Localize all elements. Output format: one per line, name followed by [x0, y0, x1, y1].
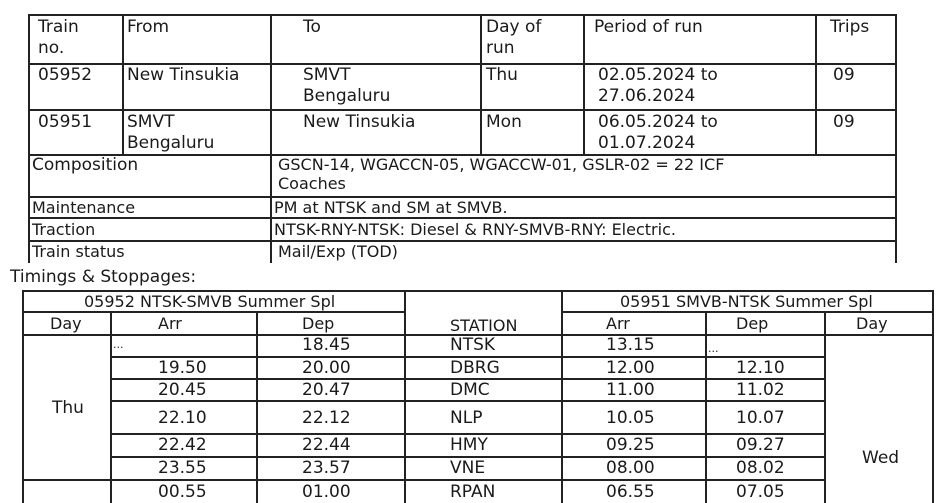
timing-row-station: NTSK — [450, 335, 496, 355]
train-status-label: Train status — [32, 242, 125, 261]
timing-row-left-arr: 22.10 — [158, 408, 207, 428]
row1-period: 02.05.2024 to 27.06.2024 — [598, 65, 718, 106]
header-trips: Trips — [830, 17, 870, 37]
left-day-value: Thu — [52, 398, 84, 418]
col-left-dep: Dep — [302, 314, 335, 333]
col-right-dep: Dep — [736, 314, 769, 333]
row1-train-no: 05952 — [38, 65, 93, 85]
timings-heading: Timings & Stoppages: — [10, 267, 197, 287]
timing-row-right-arr: 09.25 — [606, 435, 655, 455]
timing-row-right-arr: 10.05 — [606, 408, 655, 428]
maintenance-label: Maintenance — [32, 198, 136, 217]
timing-row-station: NLP — [450, 408, 483, 428]
left-train-title: 05952 NTSK-SMVB Summer Spl — [84, 292, 336, 311]
timing-row-right-dep: ... — [708, 342, 719, 355]
timing-row-right-arr: 08.00 — [606, 458, 655, 478]
timing-row-right-dep: 07.05 — [736, 482, 785, 502]
traction-label: Traction — [32, 220, 96, 239]
row2-train-no: 05951 — [38, 112, 93, 132]
timing-row-left-dep: 23.57 — [302, 458, 351, 478]
timing-row-left-dep: 01.00 — [302, 482, 351, 502]
traction-value: NTSK-RNY-NTSK: Diesel & RNY-SMVB-RNY: Electric. — [274, 220, 676, 239]
timing-row-right-arr: 13.15 — [606, 335, 655, 355]
col-right-arr: Arr — [606, 314, 630, 333]
row2-from: SMVT Bengaluru — [127, 112, 215, 153]
timing-row-right-arr: 12.00 — [606, 358, 655, 378]
timing-row-left-dep: 20.47 — [302, 380, 351, 400]
timing-row-station: HMY — [450, 435, 488, 455]
timing-row-right-arr: 06.55 — [606, 482, 655, 502]
timing-row-left-arr: 23.55 — [158, 458, 207, 478]
header-day-of-run: Day of run — [486, 17, 542, 58]
timing-row-station: DMC — [450, 380, 490, 400]
timing-row-left-arr: ... — [113, 338, 124, 351]
col-left-day: Day — [50, 314, 82, 333]
header-period: Period of run — [594, 17, 703, 37]
timing-row-left-arr: 22.42 — [158, 435, 207, 455]
timing-row-left-dep: 22.12 — [302, 408, 351, 428]
timing-row-right-dep: 10.07 — [736, 408, 785, 428]
row2-trips: 09 — [833, 112, 855, 132]
right-train-title: 05951 SMVB-NTSK Summer Spl — [620, 292, 873, 311]
row1-trips: 09 — [833, 65, 855, 85]
timing-row-station: VNE — [450, 458, 486, 478]
timing-row-left-arr: 20.45 — [158, 380, 207, 400]
timing-row-left-dep: 18.45 — [302, 335, 351, 355]
timing-row-station: RPAN — [450, 482, 496, 502]
right-day-value: Wed — [862, 448, 900, 468]
timing-row-right-arr: 11.00 — [606, 380, 655, 400]
train-status-value: Mail/Exp (TOD) — [278, 242, 398, 261]
timing-row-right-dep: 12.10 — [736, 358, 785, 378]
timing-row-right-dep: 08.02 — [736, 458, 785, 478]
composition-label: Composition — [32, 155, 139, 175]
row2-to: New Tinsukia — [303, 112, 416, 132]
timing-row-left-dep: 20.00 — [302, 358, 351, 378]
header-from: From — [127, 17, 170, 37]
timing-row-left-arr: 19.50 — [158, 358, 207, 378]
header-to: To — [303, 17, 321, 37]
col-station: STATION — [450, 316, 518, 335]
row1-day: Thu — [486, 65, 518, 85]
header-train-no: Train no. — [38, 17, 79, 58]
composition-value: GSCN-14, WGACCN-05, WGACCW-01, GSLR-02 = 22 ICF Coaches — [278, 155, 725, 193]
maintenance-value: PM at NTSK and SM at SMVB. — [274, 198, 508, 217]
timing-row-left-arr: 00.55 — [158, 482, 207, 502]
row2-period: 06.05.2024 to 01.07.2024 — [598, 112, 718, 153]
col-right-day: Day — [856, 314, 888, 333]
col-left-arr: Arr — [158, 314, 182, 333]
row2-day: Mon — [486, 112, 522, 132]
timing-row-left-dep: 22.44 — [302, 435, 351, 455]
row1-from: New Tinsukia — [127, 65, 240, 85]
timing-row-station: DBRG — [450, 358, 500, 378]
timing-row-right-dep: 09.27 — [736, 435, 785, 455]
row1-to: SMVT Bengaluru — [303, 65, 391, 106]
timing-row-right-dep: 11.02 — [736, 380, 785, 400]
